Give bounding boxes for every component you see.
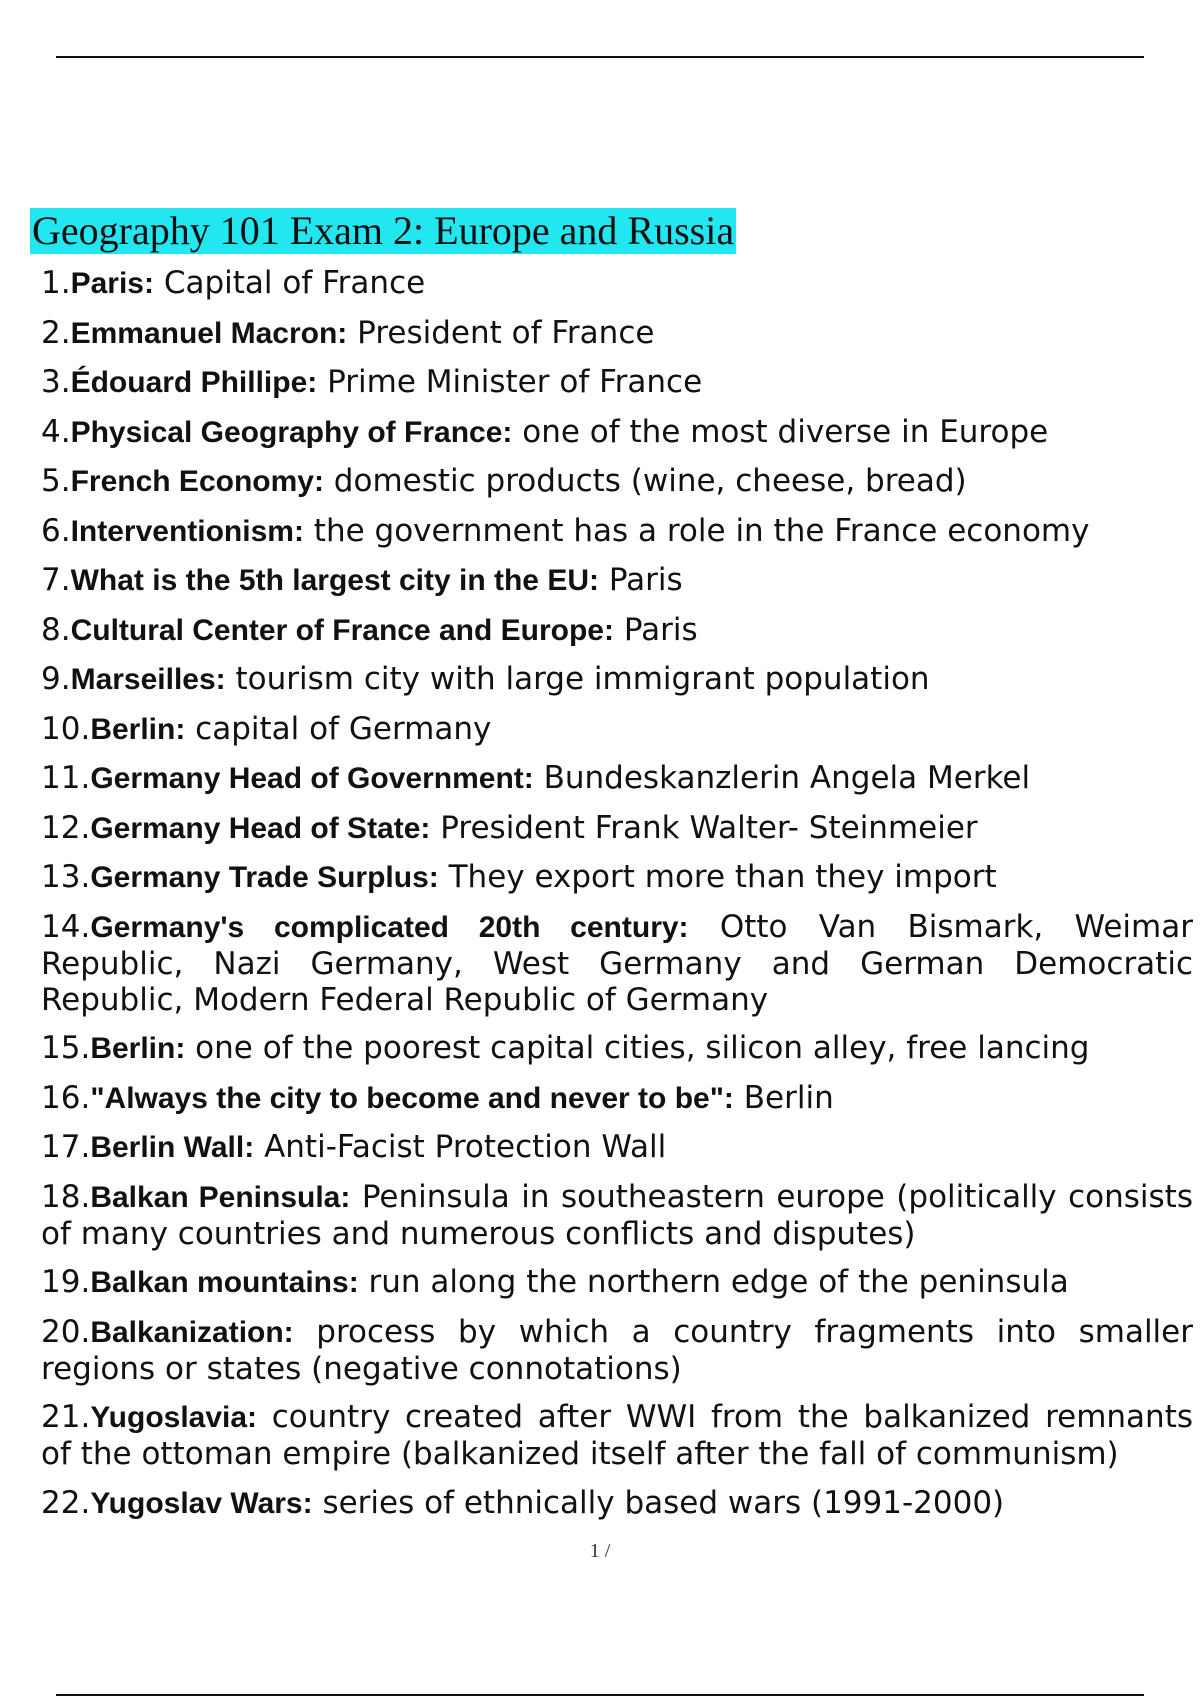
item-term: Berlin Wall: [90, 1131, 255, 1164]
item-definition: Otto Van Bismark, Weimar Republic, Nazi Germany, West Germany and German Democratic Republic, Modern Federal Republic of Germany [41, 908, 1193, 1018]
item-term: Emmanuel Macron: [70, 316, 348, 350]
item-definition: domestic products (wine, cheese, bread) [323, 463, 967, 499]
item-term: Cultural Center of France and Europe: [70, 613, 614, 647]
list-item [41, 265, 1193, 302]
list-item [41, 1485, 1193, 1522]
item-number: 4. [41, 413, 71, 450]
list-item [41, 760, 1193, 797]
item-term: Balkan Peninsula: [90, 1180, 351, 1214]
item-term: Germany's complicated 20th century: [90, 910, 689, 944]
item-definition: series of ethnically based wars (1991-2000) [312, 1484, 1005, 1521]
item-term: French Economy: [70, 465, 324, 498]
item-number: 17. [41, 1129, 91, 1165]
list-item [41, 562, 1193, 599]
item-number: 22. [41, 1484, 91, 1521]
header-rule [56, 56, 1144, 58]
item-term: Yugoslav Wars: [90, 1486, 313, 1520]
item-definition: process by which a country fragments into smaller regions or states (negative connotations) [41, 1313, 1193, 1387]
item-term: Germany Head of State: [90, 811, 431, 845]
item-definition: one of the poorest capital cities, silicon alley, free lancing [185, 1030, 1090, 1066]
item-definition: Peninsula in southeastern europe (politically consists of many countries and numerous conflicts and disputes) [41, 1178, 1193, 1252]
list-item [41, 1399, 1193, 1472]
item-term: Berlin: [90, 1032, 186, 1065]
item-definition: Anti-Facist Protection Wall [254, 1129, 667, 1165]
item-definition: Capital of France [153, 265, 426, 301]
item-number: 14. [41, 908, 91, 945]
item-number: 12. [41, 809, 91, 846]
list-item [41, 859, 1193, 896]
item-number: 19. [41, 1264, 91, 1300]
item-number: 5. [41, 463, 71, 499]
list-item [41, 1179, 1193, 1252]
item-definition: President Frank Walter- Steinmeier [430, 809, 978, 846]
item-number: 9. [41, 661, 71, 697]
list-item [41, 463, 1193, 500]
list-item [41, 1264, 1193, 1301]
item-number: 1. [41, 265, 71, 301]
item-number: 21. [41, 1399, 91, 1435]
list-item [41, 711, 1193, 748]
item-term: Marseilles: [70, 663, 226, 696]
footer-rule [56, 1694, 1144, 1696]
list-item [41, 1129, 1193, 1166]
item-number: 6. [41, 512, 71, 549]
item-number: 18. [41, 1178, 91, 1215]
item-number: 20. [41, 1313, 91, 1350]
item-term: Balkanization: [90, 1315, 294, 1349]
item-number: 2. [41, 314, 71, 351]
item-term: Balkan mountains: [90, 1266, 359, 1299]
item-definition: Berlin [733, 1079, 834, 1116]
item-term: What is the 5th largest city in the EU: [70, 564, 599, 597]
item-term: Berlin: [90, 712, 186, 746]
item-definition: Bundeskanzlerin Angela Merkel [533, 760, 1031, 796]
term-list [41, 265, 1193, 1534]
list-item [41, 315, 1193, 352]
item-definition: capital of Germany [185, 710, 492, 747]
page-number: 1 / [589, 1540, 611, 1562]
item-number: 16. [41, 1079, 91, 1116]
list-item [41, 1314, 1193, 1387]
item-number: 3. [41, 364, 71, 400]
list-item [41, 364, 1193, 401]
list-item [41, 909, 1193, 1018]
item-term: Physical Geography of France: [70, 415, 513, 449]
item-term: Édouard Phillipe: [70, 366, 318, 399]
list-item [41, 1080, 1193, 1117]
list-item [41, 810, 1193, 847]
list-item [41, 414, 1193, 451]
item-definition: Paris [613, 611, 698, 648]
list-item [41, 513, 1193, 550]
list-item [41, 612, 1193, 649]
item-definition: run along the northern edge of the peninsula [358, 1264, 1069, 1300]
item-term: Yugoslavia: [90, 1401, 258, 1434]
item-number: 10. [41, 710, 91, 747]
item-definition: Prime Minister of France [317, 364, 703, 400]
item-definition: one of the most diverse in Europe [512, 413, 1049, 450]
item-term: Paris: [70, 267, 154, 300]
document-title: Geography 101 Exam 2: Europe and Russia [32, 208, 735, 253]
item-term: Germany Trade Surplus: [90, 861, 439, 894]
item-number: 11. [41, 760, 91, 796]
item-number: 15. [41, 1030, 91, 1066]
item-number: 13. [41, 859, 91, 895]
item-term: Germany Head of Government: [90, 762, 534, 795]
item-definition: Paris [599, 562, 683, 598]
list-item [41, 1030, 1193, 1067]
item-term: Interventionism: [70, 514, 304, 548]
item-definition: tourism city with large immigrant population [225, 661, 930, 697]
item-number: 8. [41, 611, 71, 648]
item-definition: country created after WWI from the balkanized remnants of the ottoman empire (balkanized itself after the fall of communism) [41, 1399, 1193, 1472]
item-definition: They export more than they import [438, 859, 997, 895]
list-item [41, 661, 1193, 698]
item-term: "Always the city to become and never to be": [90, 1081, 734, 1115]
item-number: 7. [41, 562, 71, 598]
item-definition: the government has a role in the France economy [303, 512, 1090, 549]
item-definition: President of France [347, 314, 655, 351]
